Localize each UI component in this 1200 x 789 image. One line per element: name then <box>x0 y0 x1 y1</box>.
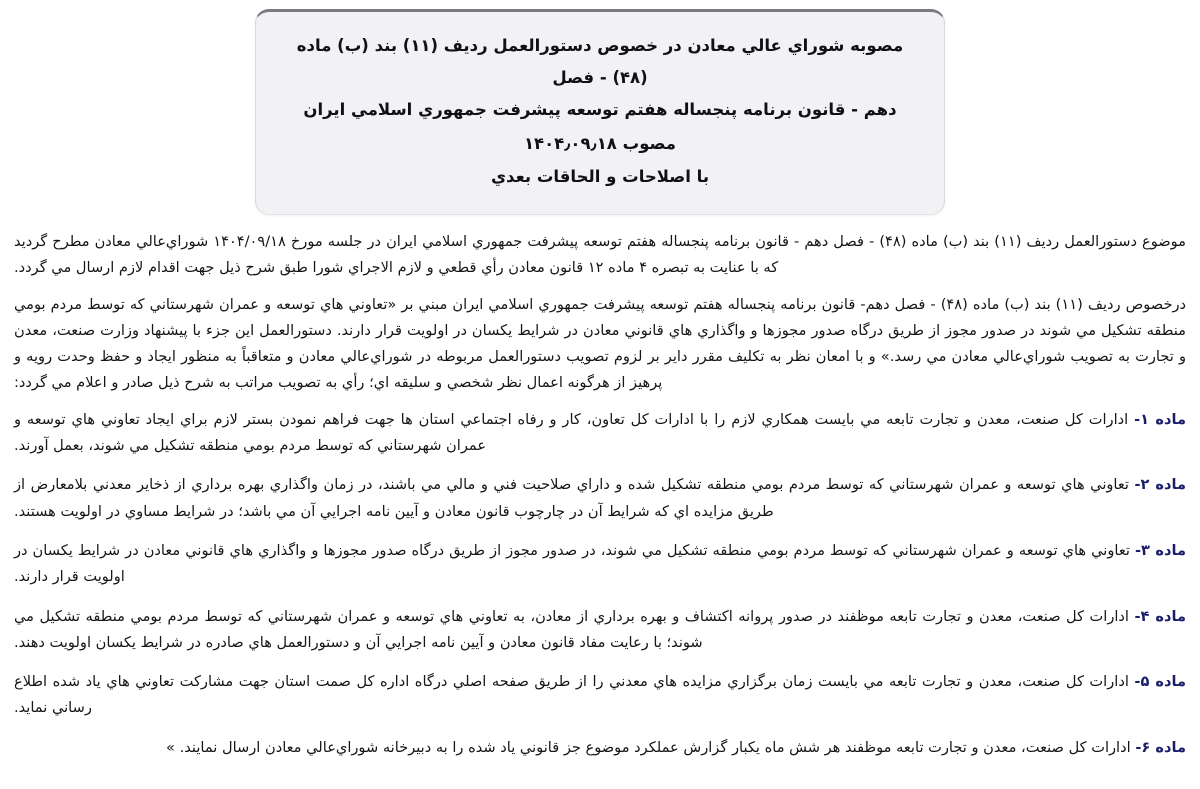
article-5-text: ادارات کل صنعت، معدن و تجارت تابعه مي بايست زمان برگزاري مزايده هاي معدني را از طريق صفحه اصلي درگاه اداره کل صمت استان جهت مشارکت تعاوني هاي ياد شده اطلاع رساني نمايد. <box>14 673 1135 717</box>
document-body <box>0 215 1200 761</box>
article-6-label: ماده ۶- <box>1135 738 1186 756</box>
article-4 <box>14 604 1186 657</box>
amendments-note: با اصلاحات و الحاقات بعدي <box>490 167 710 187</box>
article-3-label: ماده ۳- <box>1134 542 1186 560</box>
article-4-label: ماده ۴- <box>1134 607 1186 625</box>
article-2-text: تعاوني هاي توسعه و عمران شهرستاني که توسط مردم بومي منطقه تشکيل شده و داراي صلاحيت فني و مالي مي باشند، در زمان واگذاري بهره برداري از ذخاير معدني بلامعارض از طريق مزايده اي که شرايط آن در چارچوب قانون معادن و آيين نامه اجرايي آن مي باشد؛ در شرايط مساوي در اولويت هستند. <box>14 476 1135 520</box>
article-5-label: ماده ۵- <box>1134 673 1186 691</box>
article-1-text: ادارات کل صنعت، معدن و تجارت تابعه مي بايست همکاري لازم را با ادارات کل تعاون، کار و رفاه اجتماعي استان ها جهت فراهم نمودن بستر لازم براي ايجاد تعاوني هاي توسعه و عمران شهرستاني که توسط مردم بومي منطقه تشکيل مي شوند، بعمل آورند. <box>14 410 1135 455</box>
intro-paragraph-1: موضوع دستورالعمل رديف (۱۱) بند (ب) ماده (۴۸) - فصل دهم - قانون برنامه پنجساله هفتم توسعه پيشرفت جمهوري اسلامي ايران در جلسه مورخ ۱۴۰۴/۰۹/۱۸ شوراي‌عالي معادن مطرح گرديد که با عنايت به تبصره ۴ ماده ۱۲ قانون معادن رأي قطعي و لازم الاجراي شورا طبق شرح ذيل جهت اقدام لازم ارسال مي گردد. <box>14 233 1186 277</box>
article-6 <box>14 735 1186 761</box>
article-3 <box>14 538 1186 591</box>
article-2-label: ماده ۲- <box>1134 476 1186 494</box>
document-title-line-2: دهم - قانون برنامه پنجساله هفتم توسعه پيشرفت جمهوري اسلامي ايران <box>303 100 897 120</box>
article-4-text: ادارات کل صنعت، معدن و تجارت تابعه موظفند در صدور پروانه اکتشاف و بهره برداري از معادن، به تعاوني هاي توسعه و عمران شهرستاني که توسط مردم بومي منطقه تشکيل مي شوند؛ با رعايت مفاد قانون معادن و آيين نامه اجرايي آن و دستورالعمل هاي صادره در شرايط يکسان اولويت دهند. <box>14 607 1135 651</box>
intro-paragraph-2: درخصوص رديف (۱۱) بند (ب) ماده (۴۸) - فصل دهم- قانون برنامه پنجساله هفتم توسعه پيشرفت جمهوري اسلامي ايران مبني بر «تعاوني هاي توسعه و عمران شهرستاني که توسط مردم بومي منطقه تشکيل مي شوند در صدور مجوز از طريق درگاه صدور مجوزها و واگذاري هاي قانوني معادن در شرايط يکسان در اولويت قرار دارند. دستورالعمل اين جزء با پيشنهاد وزارت صنعت، معدن و تجارت به تصويب شوراي‌عالي معادن مي رسد.» و با امعان نظر به تکليف مقرر داير بر لزوم تصويب دستورالعمل مربوطه در شوراي‌عالي معادن و متعاقباً به منظور ايجاد و حفظ وحدت رويه و پرهيز از هرگونه اعمال نظر شخصي و سليقه اي؛ رأي به تصويب مراتب به شرح ذيل صادر و اعلام مي گردد: <box>14 296 1187 391</box>
document-title-line-1: مصوبه شوراي عالي معادن در خصوص دستورالعمل رديف (۱۱) بند (ب) ماده (۴۸) - فصل <box>296 36 904 88</box>
approval-date: مصوب ۱۴۰۴٫۰۹٫۱۸ <box>523 133 677 153</box>
header-banner-wrapper <box>0 0 1200 215</box>
article-1-label: ماده ۱- <box>1134 410 1187 428</box>
article-5 <box>14 669 1186 722</box>
header-banner <box>255 9 945 215</box>
article-6-text: ادارات کل صنعت، معدن و تجارت تابعه موظفند هر شش ماه يکبار گزارش عملکرد موضوع جز قانوني ياد شده را به دبيرخانه شوراي‌عالي معادن ارسال نمايند. » <box>166 738 1136 756</box>
article-3-text: تعاوني هاي توسعه و عمران شهرستاني که توسط مردم بومي منطقه تشکيل مي شوند، در صدور مجوز از طريق درگاه صدور مجوزها و واگذاري هاي قانوني معادن در شرايط يکسان در اولويت قرار دارند. <box>14 542 1135 586</box>
article-2 <box>14 472 1186 525</box>
article-1 <box>14 407 1186 460</box>
